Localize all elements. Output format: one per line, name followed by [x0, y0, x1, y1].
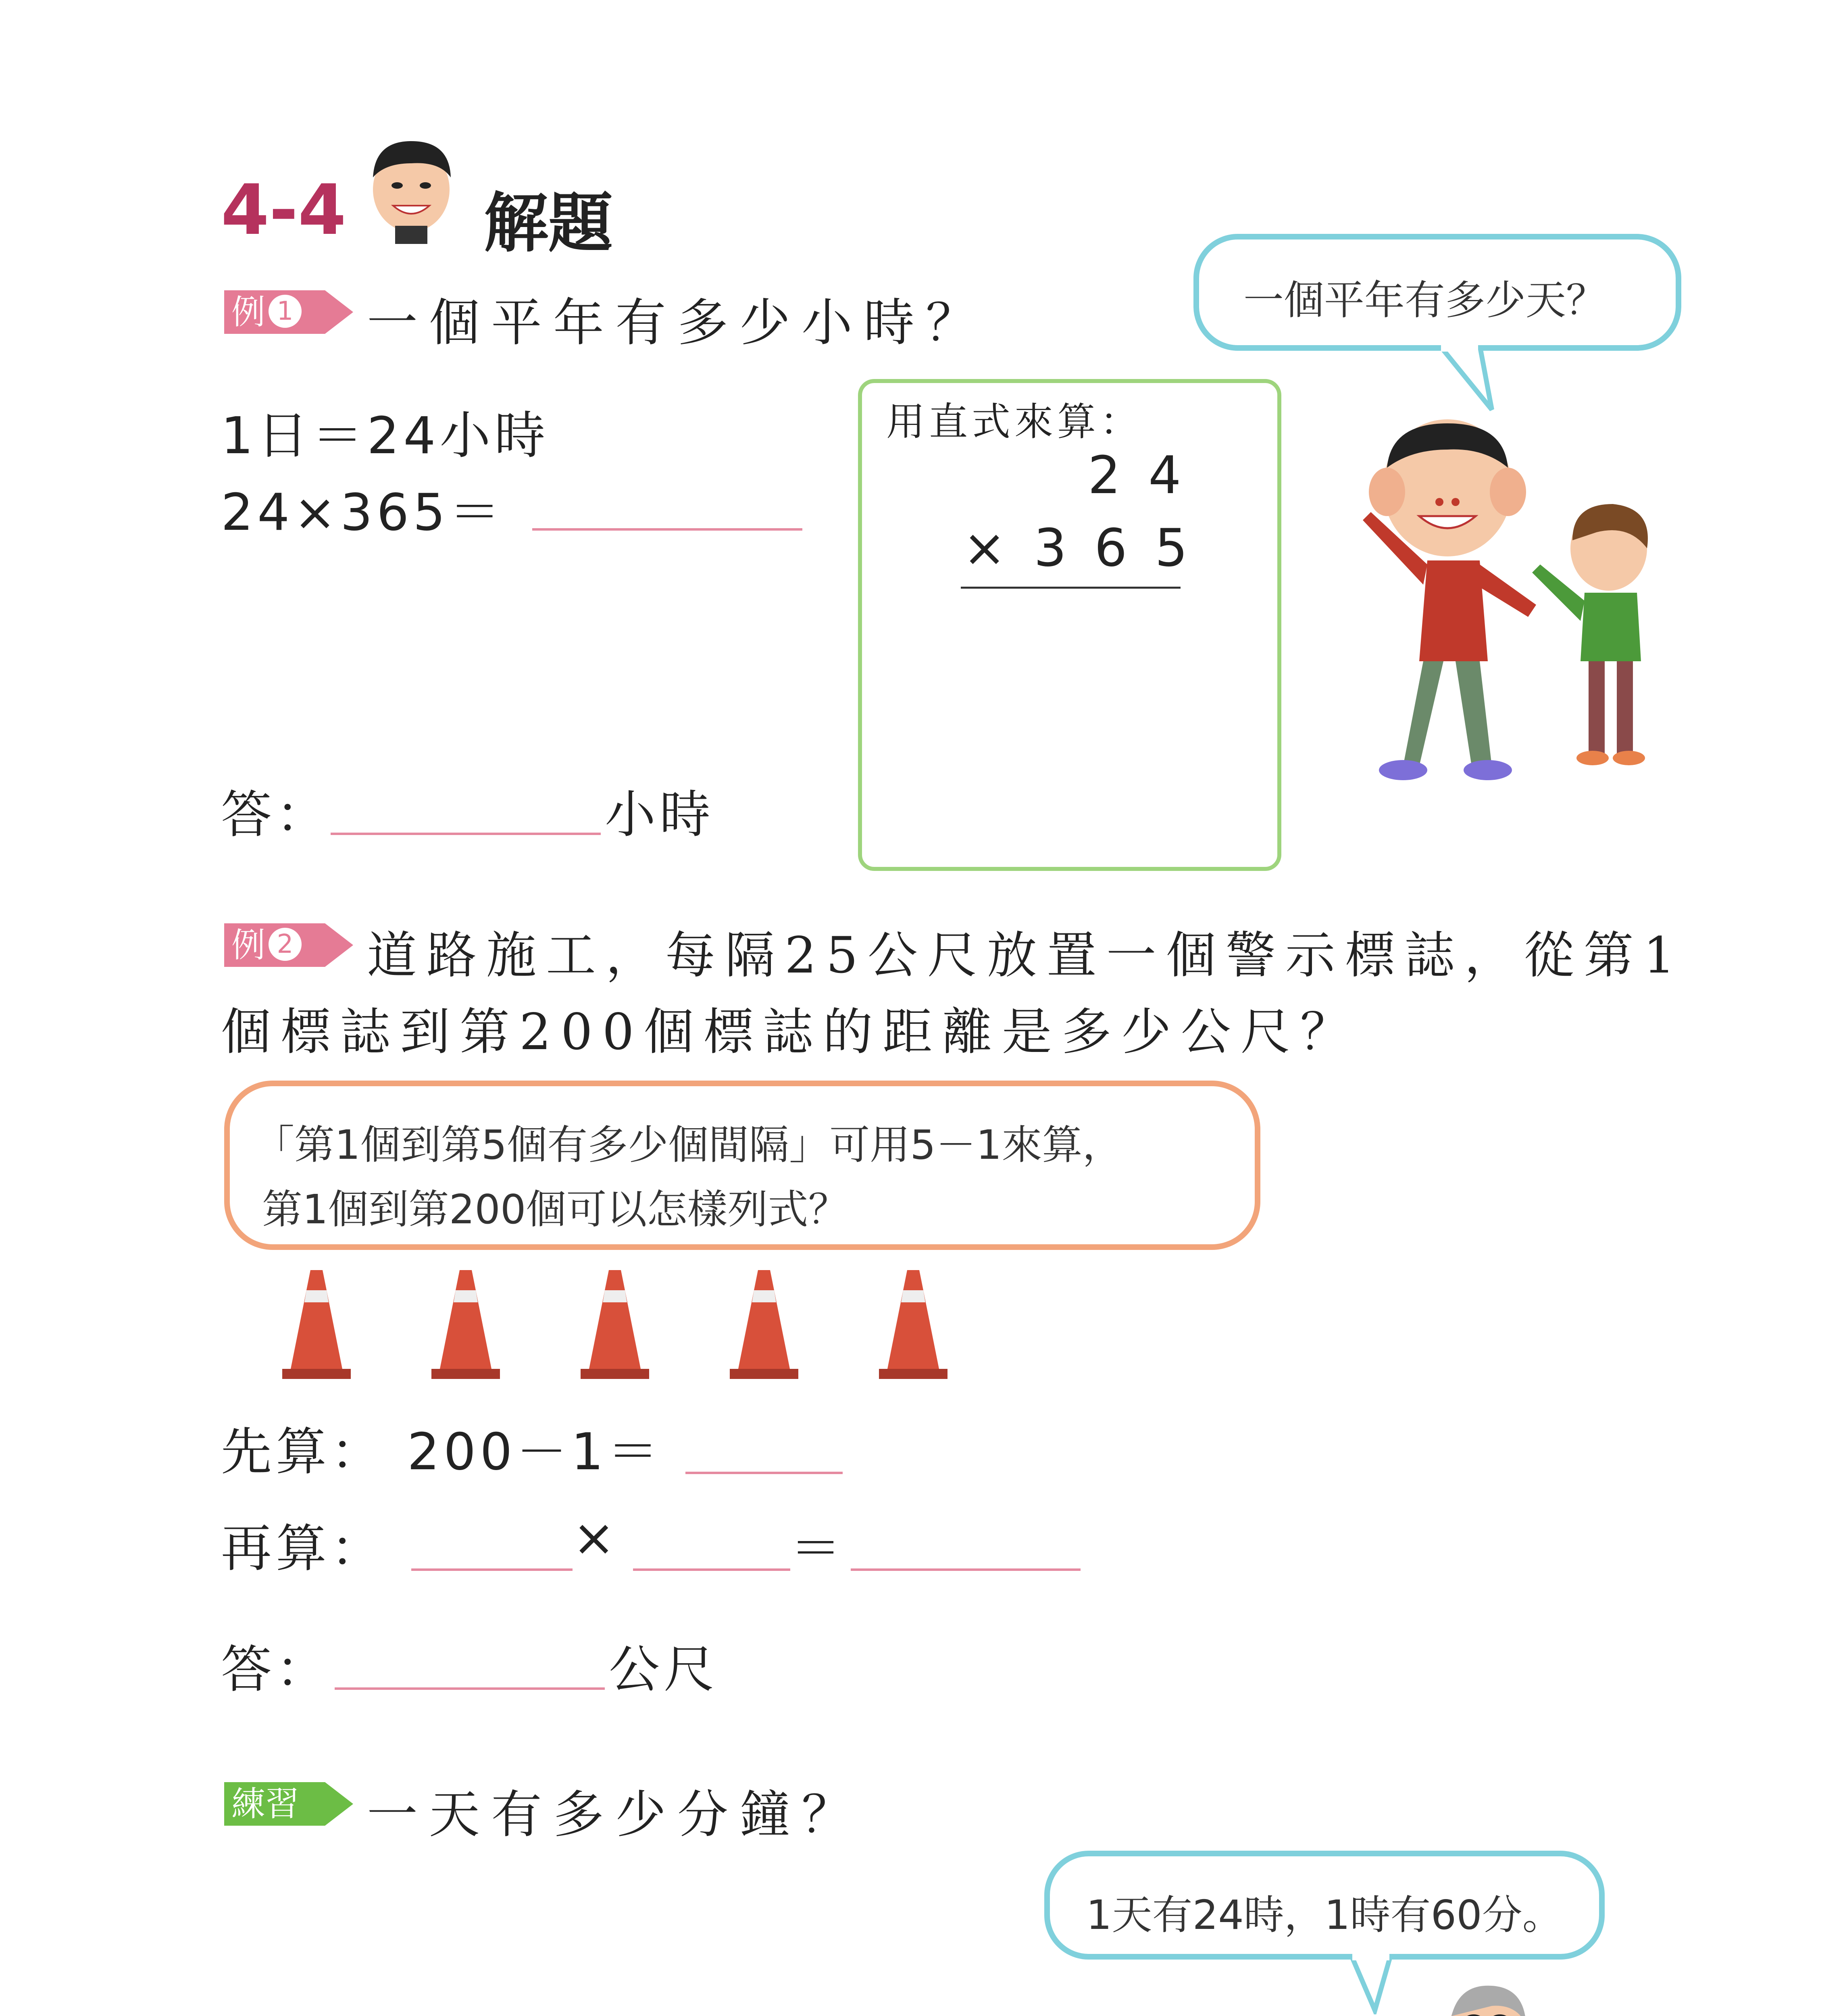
practice-tag-label: 練習	[231, 1784, 300, 1824]
example-1-answer-label: 答：	[221, 785, 331, 844]
blank-step2-result[interactable]	[851, 1568, 1081, 1571]
hint-bubble	[224, 1081, 1260, 1250]
box-underline	[961, 587, 1181, 589]
traffic-cone-icon	[730, 1270, 798, 1379]
hint-line2: 第1個到第200個可以怎樣列式？	[262, 1186, 849, 1233]
tag-arrow-icon	[325, 290, 353, 334]
blank-step2-a[interactable]	[411, 1568, 573, 1571]
tag-arrow-icon	[325, 1782, 353, 1826]
example-tag-label: 例	[231, 925, 266, 965]
man-and-boy-illustration	[1347, 411, 1710, 794]
blank-answer-2[interactable]	[335, 1687, 605, 1690]
example-1-line2: 24×365＝	[221, 483, 504, 542]
practice-bubble-text: 1天有24時，1時有60分。	[1086, 1891, 1563, 1939]
practice-tag	[224, 1782, 325, 1826]
blank-step2-b[interactable]	[633, 1568, 790, 1571]
boy-head-icon	[351, 129, 472, 246]
blank-result-1[interactable]	[532, 528, 802, 531]
calculation-box	[858, 379, 1281, 871]
step2-equals: ＝	[790, 1519, 845, 1578]
example-1-question: 一個平年有多少小時？	[367, 293, 988, 352]
traffic-cone-icon	[879, 1270, 947, 1379]
example-2-question-line2: 個標誌到第200個標誌的距離是多少公尺？	[221, 1003, 1360, 1061]
step2-label: 再算：	[221, 1519, 385, 1578]
example-2-answer-label: 答：	[221, 1640, 331, 1699]
step2-times: ×	[573, 1508, 619, 1567]
practice-bubble	[1044, 1851, 1605, 1960]
bubble-text: 一個平年有多少天？	[1243, 277, 1606, 324]
section-title: 解題	[484, 185, 613, 261]
traffic-cone-icon	[431, 1270, 500, 1379]
example-2-question-line1: 道路施工，每隔25公尺放置一個警示標誌，從第1	[367, 927, 1685, 985]
example-2-tag	[224, 923, 325, 967]
traffic-cone-icon	[581, 1270, 649, 1379]
example-number: 1	[269, 295, 302, 328]
bubble-tail-icon	[1435, 345, 1500, 414]
blank-answer-1[interactable]	[331, 833, 601, 835]
example-tag-label: 例	[231, 292, 266, 332]
traffic-cones	[282, 1270, 968, 1383]
example-2-answer-unit: 公尺	[609, 1640, 718, 1699]
tag-arrow-icon	[325, 923, 353, 967]
example-1-tag	[224, 290, 325, 334]
box-bottom-number: × 3 6 5	[963, 518, 1193, 578]
example-number: 2	[269, 928, 302, 961]
hint-line1: 「第1個到第5個有多少個間隔」可用5－1來算，	[254, 1121, 1123, 1168]
speech-bubble-days	[1193, 234, 1681, 351]
step1-label: 先算：	[221, 1422, 385, 1481]
practice-question: 一天有多少分鐘？	[367, 1785, 864, 1844]
grandpa-and-child-illustration	[1314, 1968, 1572, 2016]
example-1-answer-unit: 小時	[605, 785, 714, 844]
blank-step1[interactable]	[685, 1472, 843, 1474]
example-1-line1: 1日＝24小時	[221, 406, 550, 465]
traffic-cone-icon	[282, 1270, 351, 1379]
section-number: 4-4	[221, 169, 346, 250]
box-top-number: 2 4	[1088, 446, 1187, 506]
step1-expression: 200－1＝	[407, 1422, 662, 1481]
box-title: 用直式來算：	[886, 399, 1143, 444]
